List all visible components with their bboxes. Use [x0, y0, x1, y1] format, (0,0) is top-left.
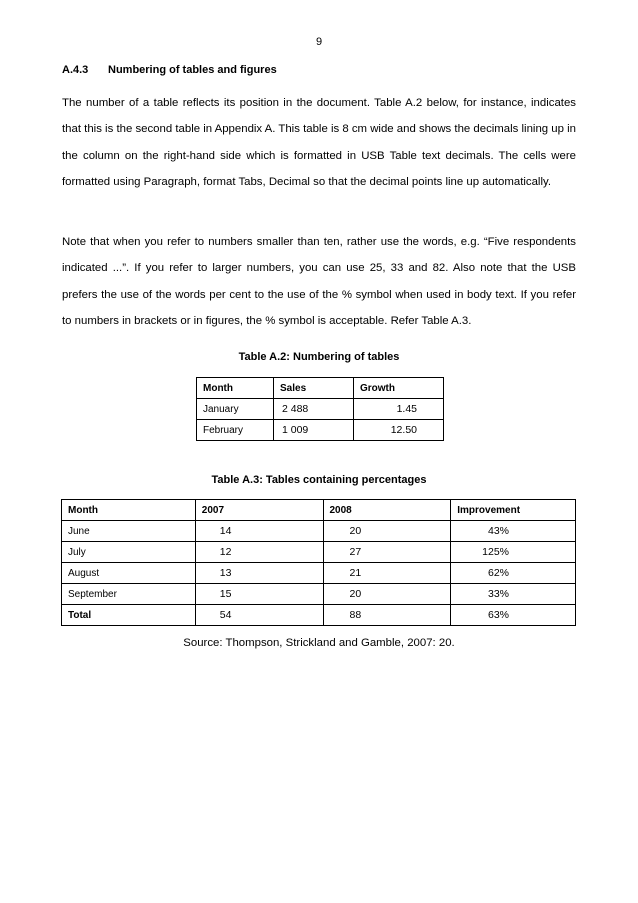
- cell-growth: 12.50: [354, 420, 444, 441]
- table-row: [197, 399, 444, 420]
- section-title: Numbering of tables and figures: [108, 64, 277, 76]
- table-header-row: [62, 500, 576, 521]
- cell-sales: 2 488: [274, 399, 354, 420]
- section-number: A.4.3: [62, 64, 89, 76]
- column-header-month: Month: [197, 378, 274, 399]
- cell-2007: 13: [195, 563, 323, 584]
- table-source-note: Source: Thompson, Strickland and Gamble, 2007: 20.: [183, 637, 455, 649]
- cell-month: January: [197, 399, 274, 420]
- column-header-month: Month: [62, 500, 196, 521]
- body-paragraph-2: Note that when you refer to numbers smaller than ten, rather use the words, e.g. “Five respondents indicated ...”. If you refer to larger numbers, you can use 25, 33 and 82. Also note that the USB prefers the use of the words per cent to the use of the % symbol when used in body text. If you refer to numbers in brackets or in figures, the % symbol is acceptable. Refer Table A.3.: [62, 236, 576, 328]
- cell-2007: 14: [195, 521, 323, 542]
- body-paragraph-1: The number of a table reflects its position in the document. Table A.2 below, for instance, indicates that this is the second table in Appendix A. This table is 8 cm wide and shows the decimals lining up in the column on the right-hand side which is formatted in USB Table text decimals. The cells were formatted using Paragraph, format Tabs, Decimal so that the decimal points line up automatically.: [62, 97, 576, 189]
- cell-2007: 12: [195, 542, 323, 563]
- table-row: [62, 584, 576, 605]
- section-heading: [62, 64, 277, 76]
- cell-month: February: [197, 420, 274, 441]
- cell-2008: 20: [323, 521, 451, 542]
- cell-month: September: [62, 584, 196, 605]
- table-row: [62, 521, 576, 542]
- column-header-improvement: Improvement: [451, 500, 576, 521]
- cell-improvement: 33%: [451, 584, 576, 605]
- cell-improvement: 63%: [451, 605, 576, 626]
- cell-2007: 15: [195, 584, 323, 605]
- page-number: 9: [315, 36, 323, 48]
- cell-growth: 1.45: [354, 399, 444, 420]
- cell-improvement: 125%: [451, 542, 576, 563]
- column-header-sales: Sales: [274, 378, 354, 399]
- cell-month: June: [62, 521, 196, 542]
- table-row: [197, 420, 444, 441]
- table-a2-caption: Table A.2: Numbering of tables: [238, 351, 400, 363]
- cell-2007: 54: [195, 605, 323, 626]
- table-row: [62, 563, 576, 584]
- cell-month: July: [62, 542, 196, 563]
- cell-month: August: [62, 563, 196, 584]
- table-header-row: [197, 378, 444, 399]
- column-header-2007: 2007: [195, 500, 323, 521]
- cell-total-label: Total: [62, 605, 196, 626]
- cell-2008: 20: [323, 584, 451, 605]
- cell-sales: 1 009: [274, 420, 354, 441]
- table-a2: [196, 377, 444, 441]
- column-header-growth: Growth: [354, 378, 444, 399]
- column-header-2008: 2008: [323, 500, 451, 521]
- cell-improvement: 43%: [451, 521, 576, 542]
- table-a3-caption: Table A.3: Tables containing percentages: [211, 474, 427, 486]
- cell-2008: 21: [323, 563, 451, 584]
- cell-2008: 88: [323, 605, 451, 626]
- table-total-row: [62, 605, 576, 626]
- cell-improvement: 62%: [451, 563, 576, 584]
- table-a3: [61, 499, 576, 626]
- table-row: [62, 542, 576, 563]
- cell-2008: 27: [323, 542, 451, 563]
